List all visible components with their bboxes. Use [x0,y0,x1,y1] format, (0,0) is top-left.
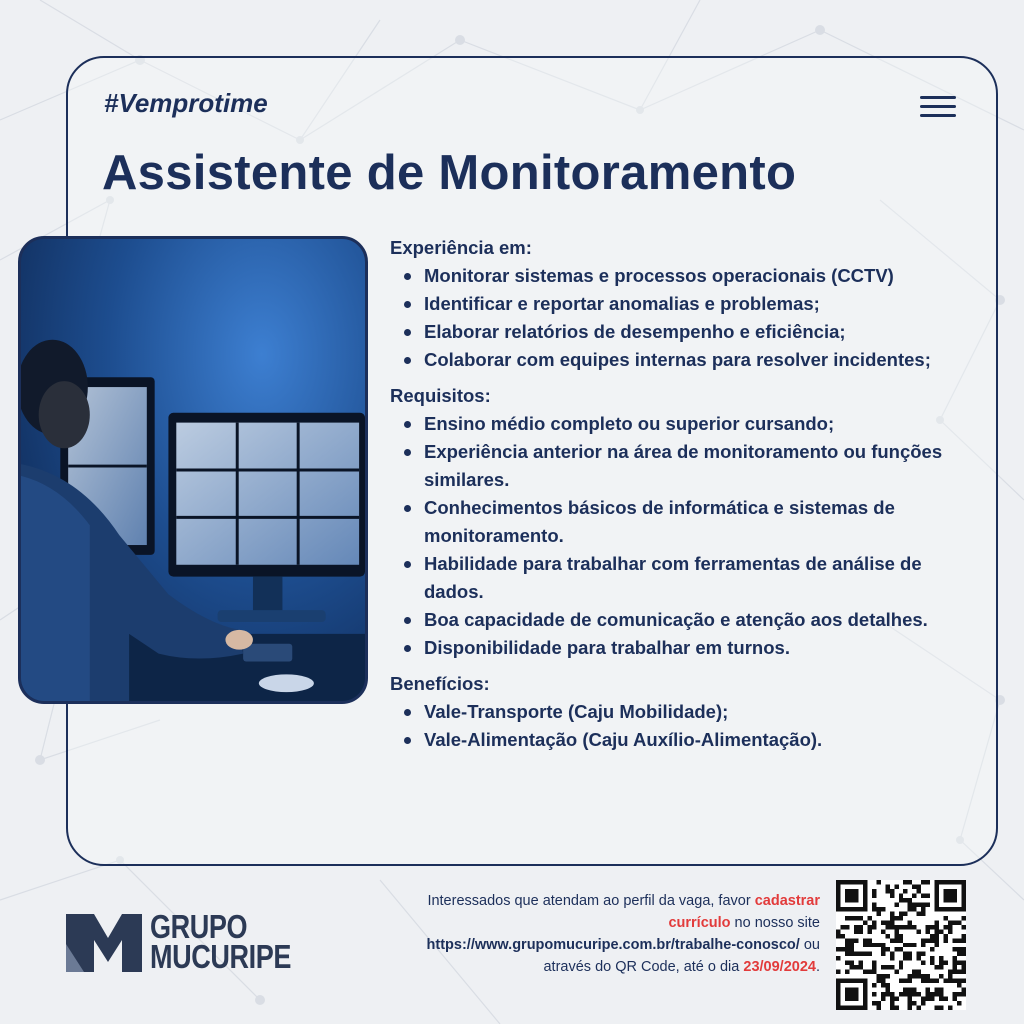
list-item: Disponibilidade para trabalhar em turnos. [390,634,970,662]
list-item: Ensino médio completo ou superior cursando; [390,410,970,438]
bullet-list [390,698,970,754]
job-details [390,234,970,762]
list-item: Colaborar com equipes internas para resolver incidentes; [390,346,970,374]
bullet-list [390,410,970,662]
careers-url-link[interactable]: https://www.grupomucuripe.com.br/trabalhe-conosco/ [426,937,800,953]
section-2 [390,670,970,754]
section-heading: Benefícios: [390,673,490,694]
section-heading: Experiência em: [390,237,532,258]
footer-text-1: Interessados que atendam ao perfil da vaga, favor [427,893,755,909]
logo-line2: MUCURIPE [150,938,292,975]
logo-text [150,908,292,975]
list-item: Boa capacidade de comunicação e atenção aos detalhes. [390,606,970,634]
section-0 [390,234,970,374]
list-item: Identificar e reportar anomalias e problemas; [390,290,970,318]
bullet-list [390,262,970,374]
section-heading: Requisitos: [390,385,491,406]
logo-line1: GRUPO [150,908,248,945]
list-item: Experiência anterior na área de monitoramento ou funções similares. [390,438,970,494]
job-title: Assistente de Monitoramento [102,146,797,200]
footer-text-2: no nosso site [730,915,820,931]
list-item: Conhecimentos básicos de informática e sistemas de monitoramento. [390,494,970,550]
list-item: Vale-Alimentação (Caju Auxílio-Alimentação). [390,726,970,754]
list-item: Monitorar sistemas e processos operacionais (CCTV) [390,262,970,290]
qr-code-icon[interactable] [836,880,966,1010]
hashtag: #Vemprotime [104,88,268,118]
list-item: Habilidade para trabalhar com ferramentas de análise de dados. [390,550,970,606]
list-item: Elaborar relatórios de desempenho e eficiência; [390,318,970,346]
footer-text-3: ou através do QR Code, até o dia [543,937,820,975]
list-item: Vale-Transporte (Caju Mobilidade); [390,698,970,726]
hamburger-menu-icon[interactable] [920,96,956,122]
application-instructions [400,890,820,978]
section-1 [390,382,970,662]
monitoring-operator-photo [18,236,368,704]
deadline-date: 23/09/2024 [743,959,816,975]
register-cv-highlight: cadastrar currículo [668,893,820,931]
footer-text-4: . [815,959,820,975]
